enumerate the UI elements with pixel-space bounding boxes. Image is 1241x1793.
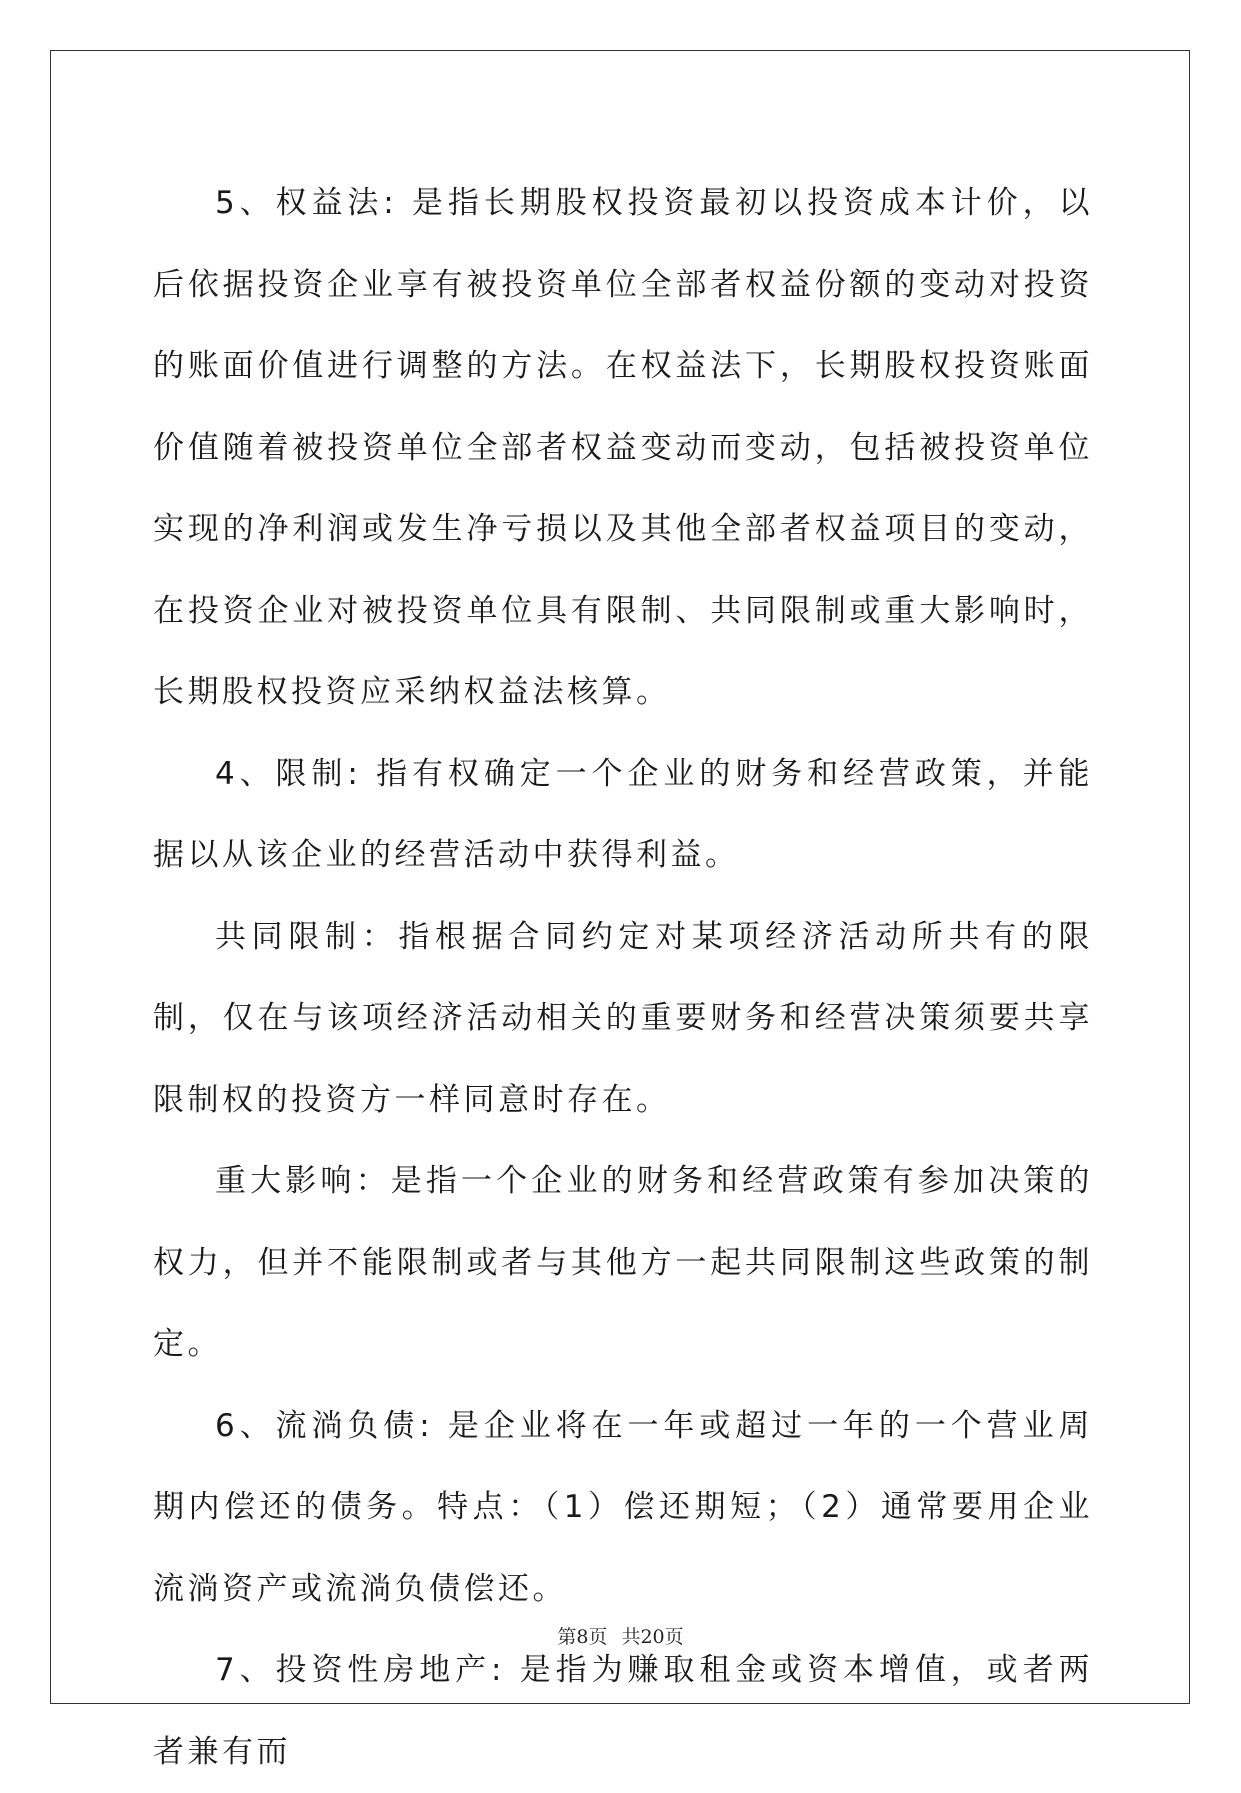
page-footer xyxy=(0,1622,1241,1649)
paragraph-control: 4、限制: 指有权确定一个企业的财务和经营政策，并能据以从该企业的经营活动中获得利益。 xyxy=(153,755,1093,873)
paragraph-equity-method: 5、权益法: 是指长期股权投资最初以投资成本计价，以后依据投资企业享有被投资单位全部者权益份额的变动对投资的账面价值进行调整的方法。在权益法下，长期股权投资账面价值随着被投资单位全部者权益变动而变动，包括被投资单位实现的净利润或发生净亏损以及其他全部者权益项目的变动，在投资企业对被投资单位具有限制、共同限制或重大影响时，长期股权投资应采纳权益法核算。 xyxy=(153,185,1093,710)
document-body xyxy=(153,163,1093,1793)
paragraph-joint-control: 共同限制：指根据合同约定对某项经济活动所共有的限制，仅在与该项经济活动相关的重要财务和经营决策须要共享限制权的投资方一样同意时存在。 xyxy=(153,918,1093,1118)
page-total: 共20页 xyxy=(621,1626,684,1648)
paragraph-significant-influence: 重大影响：是指一个企业的财务和经营政策有参加决策的权力，但并不能限制或者与其他方一起共同限制这些政策的制定。 xyxy=(153,1163,1093,1362)
paragraph-current-liabilities: 6、流淌负债: 是企业将在一年或超过一年的一个营业周期内偿还的债务。特点：（1）偿还期短；（2）通常要用企业流淌资产或流淌负债偿还。 xyxy=(153,1407,1093,1607)
paragraph-investment-property: 7、投资性房地产: 是指为赚取租金或资本增值，或者两者兼有而 xyxy=(153,1652,1093,1770)
page-number: 第8页 xyxy=(557,1626,608,1648)
